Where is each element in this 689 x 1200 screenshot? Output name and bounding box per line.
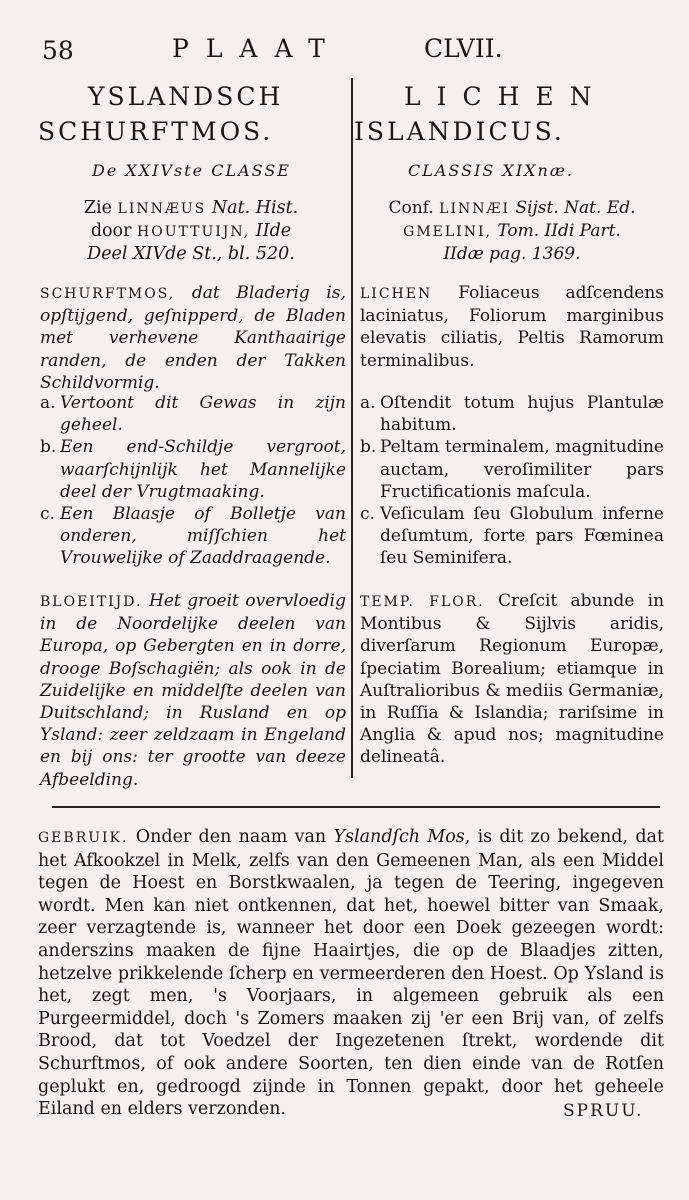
classe-left: De XXIVste CLASSE <box>92 161 291 180</box>
figure-label: c. <box>360 504 375 525</box>
ref-deel: Deel XIVde St., bl. 520. <box>87 244 295 264</box>
figure-item <box>360 436 664 503</box>
figure-item <box>40 436 346 503</box>
description-dutch <box>40 282 346 394</box>
description-latin-head: LICHEN <box>360 286 433 302</box>
ref-conf: Conf. <box>388 198 434 218</box>
ref-nat-hist: Nat. Hist. <box>211 198 299 218</box>
figure-text: Vertoont dit Gewas in zijn geheel. <box>60 393 346 436</box>
plate-number: CLVII. <box>424 34 503 63</box>
figure-item <box>40 503 346 570</box>
ref-gmelini: GMELINI, <box>403 224 492 240</box>
usage-head: GEBRUIK. <box>38 830 129 846</box>
title-dutch-line1: YSLANDSCH <box>88 82 284 111</box>
description-latin-text: Foliaceus adſcendens laciniatus, Foliorum marginibus elevatis ciliatis, Peltis Ramorum terminalibus. <box>360 283 664 371</box>
section-divider <box>52 806 660 808</box>
ref-houttuijn: HOUTTUIJN, <box>137 224 251 240</box>
reference-left <box>30 197 352 265</box>
flowering-latin <box>360 590 664 769</box>
reference-right <box>356 197 668 265</box>
flowering-dutch-text: Het groeit overvloedig in de Noordelijke deelen van Europa, op Gebergten en in dorre, drooge Boſschagiën; als ook in de Zuidelijke en middelſte deelen van Duitschland; in Rusland en op Ysland: zeer zeldzaam in Engeland en bij ons: ter grootte van deeze Afbeelding. <box>40 591 346 790</box>
flowering-dutch-head: BLOEITIJD. <box>40 594 143 610</box>
figure-label: a. <box>40 393 56 413</box>
figure-text: Veſiculam ſeu Globulum inferne deſumtum, forte pars Fœminea ſeu Seminifera. <box>380 504 664 569</box>
ref-syst: Sijst. Nat. Ed. <box>515 198 636 218</box>
ref-linnaeus: LINNÆUS <box>117 201 207 217</box>
column-divider <box>351 78 353 778</box>
usage-paragraph <box>38 826 664 1121</box>
figure-list-dutch <box>40 392 346 570</box>
figure-list-latin <box>360 392 664 570</box>
usage-term: Yslandſch Mos <box>333 827 465 847</box>
description-dutch-text: dat Bladerig is, opſtijgend, geſnipperd, de Bladen met verhevene Kanthaairige randen, de enden der Takken Schildvormig. <box>40 283 346 393</box>
figure-label: a. <box>360 393 376 413</box>
figure-label: b. <box>360 437 377 458</box>
figure-label: c. <box>40 504 55 525</box>
figure-text: Peltam terminalem, magnitudine auctam, veroſimiliter pars Fructificationis maſcula. <box>380 437 664 502</box>
title-latin-line2: ISLANDICUS. <box>354 117 565 146</box>
title-latin-line1: LICHEN <box>404 82 608 111</box>
description-latin <box>360 282 664 372</box>
ref-pag: IIdæ pag. 1369. <box>443 244 581 264</box>
figure-item <box>360 503 664 570</box>
figure-label: b. <box>40 437 57 458</box>
ref-ilde: IIde <box>255 221 292 241</box>
flowering-dutch <box>40 590 346 791</box>
figure-text: Een Blaasje of Bolletje van onderen, miſſchien het Vrouwelijke of Zaaddraagende. <box>60 504 346 569</box>
title-dutch-line2: SCHURFTMOS. <box>38 117 274 146</box>
ref-linnaei: LINNÆI <box>439 201 511 217</box>
figure-text: Oſtendit totum hujus Plantulæ habitum. <box>380 393 664 436</box>
plate-heading: PLAAT <box>172 34 342 63</box>
figure-item <box>360 392 664 436</box>
figure-text: Een end-Schildje vergroot, waarſchijnlijk het Mannelijke deel der Vrugtmaaking. <box>60 437 346 502</box>
page-number: 58 <box>42 36 74 65</box>
ref-door: door <box>90 221 132 241</box>
ref-tom: Tom. IIdi Part. <box>497 221 621 241</box>
usage-text-part2: , is dit zo bekend, dat het Afkookzel in Melk, zelfs van den Gemeenen Man, als een Middel tegen de Hoest en Borstkwaalen, ja tegen de Teering, ingegeven wordt. Men kan niet ontkennen, dat het, hoewel bitter van Smaak, zeer verzagtende is, wanneer het door een Doek gezeegen wordt: anderszins maaken de fijne Haairtjes, die op de Blaadjes zitten, hetzelve prikkelende ſcherp en vermeerderen den Hoest. Op Ysland is het, zegt men, 's Voorjaars, in algemeen gebruik als een Purgeermiddel, doch 's Zomers maaken zij 'er een Brij van, of zelfs Brood, dat tot Voedzel der Ingezetenen ſtrekt, wordende dit Schurftmos, of ook andere Soorten, ten dien einde van de Rotſen geplukt en, gedroogd zijnde in Tonnen gepakt, door het geheele Eiland en elders verzonden. <box>38 827 664 1120</box>
description-dutch-head: SCHURFTMOS, <box>40 286 176 302</box>
usage-text-part1: Onder den naam van <box>135 827 327 847</box>
flowering-latin-head: TEMP. FLOR. <box>360 594 485 610</box>
ref-zie: Zie <box>83 198 112 218</box>
figure-item <box>40 392 346 436</box>
flowering-latin-text: Creſcit abunde in Montibus & Sijlvis aridis, diverſarum Regionum Europæ, ſpeciatim Borealium; etiamque in Auſtralioribus & mediis Germaniæ, in Ruſſia & Islandia; rariſsime in Anglia & apud nos; magnitudine delineatâ. <box>360 591 665 768</box>
catchword: SPRUU. <box>563 1101 644 1121</box>
classis-right: CLASSIS XIXnæ. <box>408 161 574 180</box>
